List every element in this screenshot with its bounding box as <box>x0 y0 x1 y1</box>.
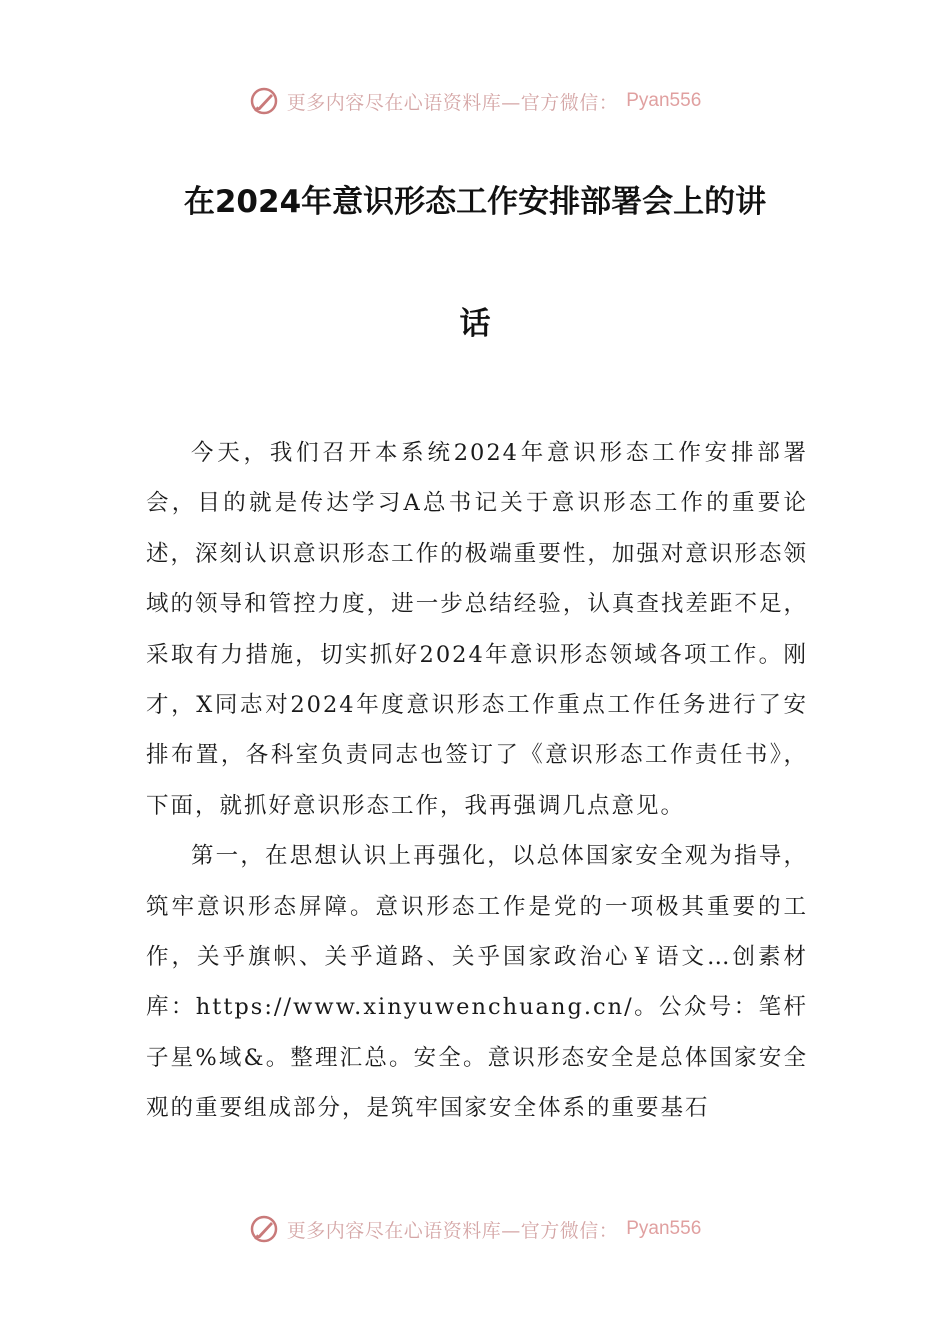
watermark-wechat-id: Pyan556 <box>626 1218 702 1239</box>
quill-logo-icon <box>249 86 279 116</box>
paragraph-2: 第一，在思想认识上再强化，以总体国家安全观为指导，筑牢意识形态屏障。意识形态工作是党的一项极其重要的工作，关乎旗帜、关乎道路、关乎国家政治心￥语文…创素材库：https://www.xinyuwenchuang.cn/。公众号：笔杆子星%域&。整理汇总。安全。意识形态安全是总体国家安全观的重要组成部分，是筑牢国家安全体系的重要基石 <box>146 843 808 1122</box>
document-title-line-2: 话 <box>459 306 491 342</box>
document-title-line-1: 在2024年意识形态工作安排部署会上的讲 <box>183 184 767 220</box>
paragraph-1: 今天，我们召开本系统2024年意识形态工作安排部署会，目的就是传达学习A总书记关于意识形态工作的重要论述，深刻认识意识形态工作的极端重要性，加强对意识形态领域的领导和管控力度，进一步总结经验，认真查找差距不足，采取有力措施，切实抓好2024年意识形态领域各项工作。刚才，X同志对2024年度意识形态工作重点工作任务进行了安排布置，各科室负责同志也签订了《意识形态工作责任书》，下面，就抓好意识形态工作，我再强调几点意见。 <box>146 440 808 819</box>
watermark-text: 更多内容尽在心语资料库—官方微信： <box>286 91 619 114</box>
footer-watermark <box>0 1214 950 1244</box>
watermark-wechat-id: Pyan556 <box>626 90 702 111</box>
quill-logo-icon <box>249 1214 279 1244</box>
document-body <box>146 428 808 1134</box>
header-watermark <box>0 86 950 116</box>
watermark-text: 更多内容尽在心语资料库—官方微信： <box>286 1219 619 1242</box>
